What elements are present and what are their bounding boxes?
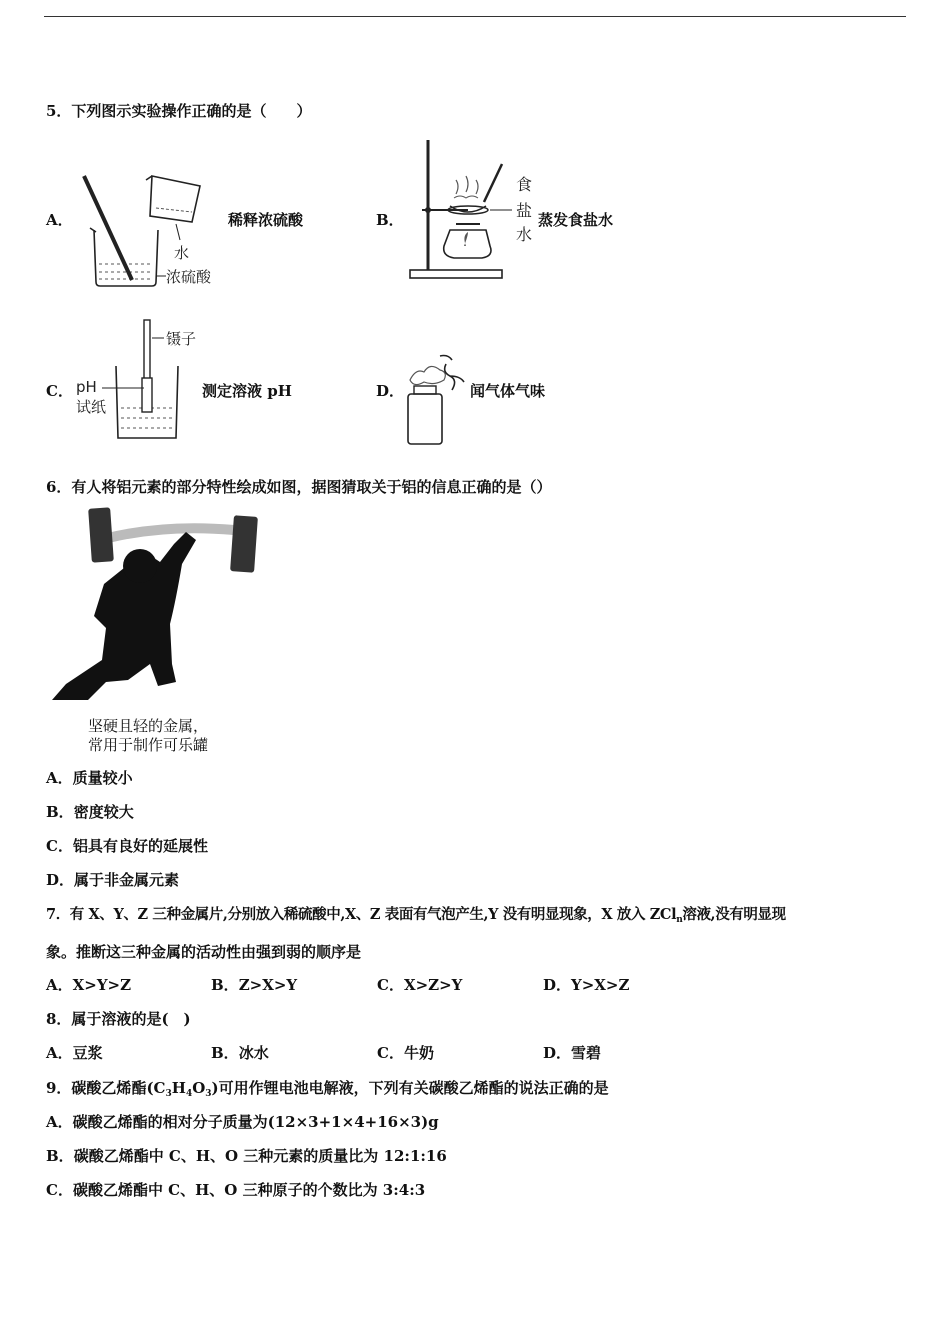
- q7-option-c-text: X>Z>Y: [403, 976, 463, 994]
- q9-formula-o: O: [192, 1079, 206, 1097]
- q6-option-b-text: 密度较大: [73, 803, 134, 821]
- fig-label-ph: pH: [76, 378, 97, 396]
- q8-option-b: [211, 1043, 269, 1063]
- q8-option-d-letter: D．: [543, 1044, 572, 1062]
- q7-stem-subscript: n: [676, 915, 683, 925]
- q9-option-b-text: 碳酸乙烯酯中 C、H、O 三种元素的质量比为 12:1:16: [73, 1147, 447, 1165]
- q9-formula-h: H: [171, 1079, 186, 1097]
- q7-option-b-text: Z>X>Y: [238, 976, 298, 994]
- fig-label-salt: 盐: [516, 201, 533, 220]
- q9-sub-o: 3: [205, 1089, 212, 1099]
- q6-option-c: [46, 836, 208, 856]
- q7-option-d-letter: D．: [543, 976, 572, 994]
- q8-option-b-text: 冰水: [238, 1044, 269, 1062]
- q7-option-b: [211, 975, 297, 995]
- q9-sub-c: 3: [165, 1089, 172, 1099]
- q5-option-a-letter: A．: [46, 211, 73, 229]
- q9-option-c-letter: C．: [46, 1181, 73, 1199]
- q5-option-c-letter: C．: [46, 382, 73, 400]
- q6-option-d-letter: D．: [46, 871, 75, 889]
- fig-label-food: 食: [516, 175, 533, 194]
- q8-option-d: [543, 1043, 601, 1063]
- q8-option-c-text: 牛奶: [403, 1044, 434, 1062]
- fig-label-conc-acid: 浓硫酸: [166, 268, 212, 286]
- q5-stem: 5．下列图示实验操作正确的是（ ）: [46, 102, 312, 120]
- q9-stem-part-b: )可用作锂电池电解液，下列有关碳酸乙烯酯的说法正确的是: [211, 1079, 609, 1097]
- q7-option-a-text: X>Y>Z: [72, 976, 132, 994]
- q7-stem-part-b: 溶液,没有明显现: [682, 906, 786, 923]
- fig-label-tweezers: 镊子: [166, 330, 197, 348]
- dilute-sulfuric-acid-figure: [70, 168, 230, 292]
- evaporate-salt-water-figure: [404, 136, 540, 282]
- q5-option-d-letter: D．: [376, 382, 405, 400]
- q9-stem: [46, 1078, 609, 1104]
- q8-option-c-letter: C．: [377, 1044, 404, 1062]
- q7-option-a: [46, 975, 131, 995]
- q6-option-a: [46, 768, 133, 788]
- q6-figure-caption-1: 坚硬且轻的金属，: [88, 717, 209, 735]
- q9-option-c: [46, 1180, 425, 1200]
- q8-option-a-letter: A．: [46, 1044, 73, 1062]
- q5-option-b-caption: 蒸发食盐水: [538, 211, 614, 229]
- fig-label-water: 水: [174, 244, 190, 262]
- q6-option-c-text: 铝具有良好的延展性: [72, 837, 208, 855]
- q7-option-d: [543, 975, 629, 995]
- q7-stem-line1: [46, 905, 786, 930]
- header-rule: [44, 16, 906, 17]
- smell-gas-figure: [402, 350, 472, 448]
- fig-label-test-paper: 试纸: [76, 398, 107, 416]
- q5-option-b-letter: B．: [376, 211, 404, 229]
- fig-label-water-b: 水: [516, 225, 533, 244]
- q6-option-a-letter: A．: [46, 769, 73, 787]
- q7-stem-part-a: 7．有 X、Y、Z 三种金属片,分别放入稀硫酸中,X、Z 表面有气泡产生,Y 没有明显现象，X 放入 ZCl: [46, 906, 677, 923]
- q7-option-c-letter: C．: [377, 976, 404, 994]
- aluminum-weightlifter-figure: [46, 504, 262, 712]
- q7-stem-line2: 象。推断这三种金属的活动性由强到弱的顺序是: [46, 943, 362, 961]
- q7-option-c: [377, 975, 462, 995]
- q6-stem: 6．有人将铝元素的部分特性绘成如图，据图猜取关于铝的信息正确的是（）: [46, 478, 552, 496]
- q5-option-a-caption: 稀释浓硫酸: [228, 211, 304, 229]
- q9-option-c-text: 碳酸乙烯酯中 C、H、O 三种原子的个数比为 3:4:3: [72, 1181, 426, 1199]
- q7-option-d-text: Y>X>Z: [571, 976, 630, 994]
- q9-option-b-letter: B．: [46, 1147, 74, 1165]
- q8-option-c: [377, 1043, 434, 1063]
- q8-option-b-letter: B．: [211, 1044, 239, 1062]
- q6-option-c-letter: C．: [46, 837, 73, 855]
- q8-option-a-text: 豆浆: [72, 1044, 103, 1062]
- q9-option-b: [46, 1146, 447, 1166]
- q6-option-b-letter: B．: [46, 803, 74, 821]
- q8-stem: 8．属于溶液的是( ): [46, 1010, 191, 1028]
- q9-option-a-letter: A．: [46, 1113, 73, 1131]
- q8-option-d-text: 雪碧: [571, 1044, 602, 1062]
- q5-option-d-caption: 闻气体气味: [470, 382, 546, 400]
- q9-option-a: [46, 1112, 439, 1132]
- measure-ph-figure: [72, 316, 204, 444]
- q9-option-a-text: 碳酸乙烯酯的相对分子质量为(12×3+1×4+16×3)g: [72, 1113, 439, 1131]
- q6-option-d-text: 属于非金属元素: [74, 871, 180, 889]
- q6-figure-caption-2: 常用于制作可乐罐: [88, 736, 209, 754]
- q6-option-a-text: 质量较小: [72, 769, 133, 787]
- q9-stem-part-a: 9．碳酸乙烯酯(C: [46, 1079, 166, 1097]
- q6-option-d: [46, 870, 179, 890]
- q5-option-c-caption: 测定溶液 pH: [202, 382, 292, 400]
- q6-option-b: [46, 802, 134, 822]
- q7-option-a-letter: A．: [46, 976, 73, 994]
- q7-option-b-letter: B．: [211, 976, 239, 994]
- q9-sub-h: 4: [185, 1089, 193, 1099]
- q8-option-a: [46, 1043, 103, 1063]
